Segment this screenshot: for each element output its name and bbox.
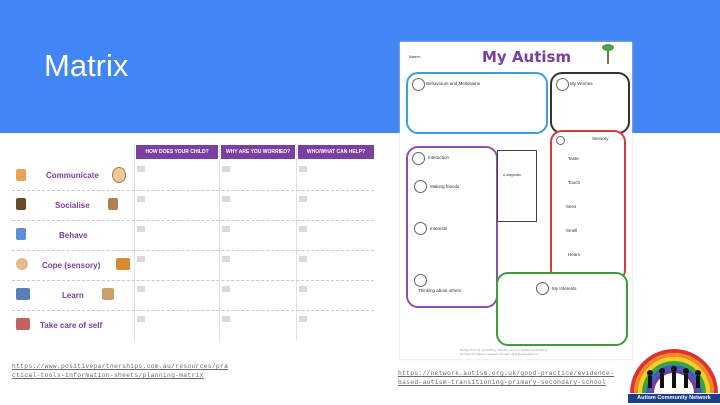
bubble-label: Interaction — [428, 155, 450, 160]
matrix-cell — [222, 316, 230, 322]
matrix-cell — [222, 286, 230, 292]
self-care-icon — [16, 318, 30, 330]
person-icon — [556, 78, 569, 91]
matrix-cell — [299, 286, 307, 292]
person-icon — [412, 78, 425, 91]
row-label: Take care of self — [40, 321, 103, 330]
ear-icon — [112, 167, 126, 183]
matrix-cell — [137, 166, 145, 172]
matrix-cell — [137, 196, 145, 202]
row-label: Socialise — [55, 201, 90, 210]
box-label: A diagnosis — [503, 173, 521, 177]
bubble-label: Sensory — [592, 136, 609, 141]
matrix-cell — [137, 316, 145, 322]
friends-icon — [414, 180, 427, 193]
interests-bubble — [496, 272, 628, 346]
interaction-bubble — [406, 146, 498, 308]
matrix-row — [12, 220, 374, 251]
matrix-row — [12, 310, 374, 340]
row-label: Communicate — [46, 171, 99, 180]
matrix-cell — [299, 316, 307, 322]
matrix-header-why: WHY ARE YOU WORRIED? — [221, 145, 295, 159]
matrix-cell — [222, 226, 230, 232]
row-label: Cope (sensory) — [42, 261, 101, 270]
bubble-label: My Interests — [552, 286, 577, 291]
name-label: Name: — [409, 54, 421, 59]
people-icon — [16, 198, 26, 210]
bubble-label: My Worries — [570, 81, 593, 86]
thinking-icon — [414, 274, 427, 287]
matrix-cell — [299, 166, 307, 172]
sensory-bubble — [550, 130, 626, 282]
sensory-icon — [116, 258, 130, 270]
matrix-header-how: HOW DOES YOUR CHILD? — [136, 145, 218, 159]
matrix-cell — [299, 196, 307, 202]
bubble-label: Interests — [430, 226, 448, 231]
matrix-cell — [222, 196, 230, 202]
talking-icon — [414, 222, 427, 235]
diagnosis-box — [497, 150, 537, 222]
sheet-title: My Autism — [482, 48, 572, 66]
person-icon — [16, 169, 26, 181]
rainbow-icon — [628, 345, 720, 395]
worries-bubble — [550, 72, 630, 134]
sense-label: Touch — [568, 180, 581, 185]
sense-label: Taste — [568, 156, 579, 161]
teacher-icon — [102, 288, 114, 300]
logo-text: Autism Community Network — [628, 394, 720, 403]
sense-label: Hears — [568, 252, 581, 257]
sense-label: Sees — [566, 204, 577, 209]
palm-tree-icon — [602, 44, 614, 64]
link-line: ctical-tools-information-sheets/planning-matrix — [12, 372, 204, 379]
face-icon — [16, 258, 28, 270]
my-autism-sheet — [400, 42, 632, 359]
bubble-label: Making friends — [430, 184, 460, 189]
autism-network-link[interactable] — [398, 369, 614, 387]
matrix-cell — [222, 166, 230, 172]
sensory-icon — [556, 136, 565, 145]
planning-matrix — [12, 145, 374, 341]
people-icon — [108, 198, 118, 210]
matrix-cell — [299, 256, 307, 262]
positive-partnerships-link[interactable] — [12, 362, 228, 380]
matrix-header-who: WHO/WHAT CAN HELP? — [298, 145, 374, 159]
behaviours-bubble — [406, 72, 548, 134]
sense-label: Smell — [566, 228, 578, 233]
link-line: https://network.autism.org.uk/good-practice/evidence- — [398, 370, 615, 377]
matrix-cell — [137, 226, 145, 232]
person-icon — [536, 282, 549, 295]
matrix-cell — [137, 256, 145, 262]
matrix-row — [12, 160, 374, 191]
matrix-row — [12, 250, 374, 281]
bubble-label: Behaviours and Meltdowns — [426, 81, 481, 86]
link-line: based-autism-transitioning-primary-secondary-school — [398, 379, 607, 386]
matrix-cell — [299, 226, 307, 232]
matrix-row — [12, 190, 374, 221]
matrix-cell — [137, 286, 145, 292]
slide-title: Matrix — [44, 48, 129, 83]
row-label: Behave — [59, 231, 88, 240]
desk-icon — [16, 288, 30, 300]
sheet-footnote: Design Prof. Dr. at Nothing. (Source: Asc Ltd. Outline 12.04.2013) (c) 2013 All Rights reserved | Contact: @@@examplecom/ — [460, 348, 548, 356]
person-icon — [16, 228, 26, 240]
link-line: https://www.positivepartnerships.com.au/resources/pra — [12, 363, 229, 370]
people-icon — [412, 152, 425, 165]
autism-community-network-logo — [628, 345, 720, 405]
matrix-row — [12, 280, 374, 311]
matrix-cell — [222, 256, 230, 262]
bubble-label: Thinking about others — [418, 288, 462, 293]
row-label: Learn — [62, 291, 84, 300]
